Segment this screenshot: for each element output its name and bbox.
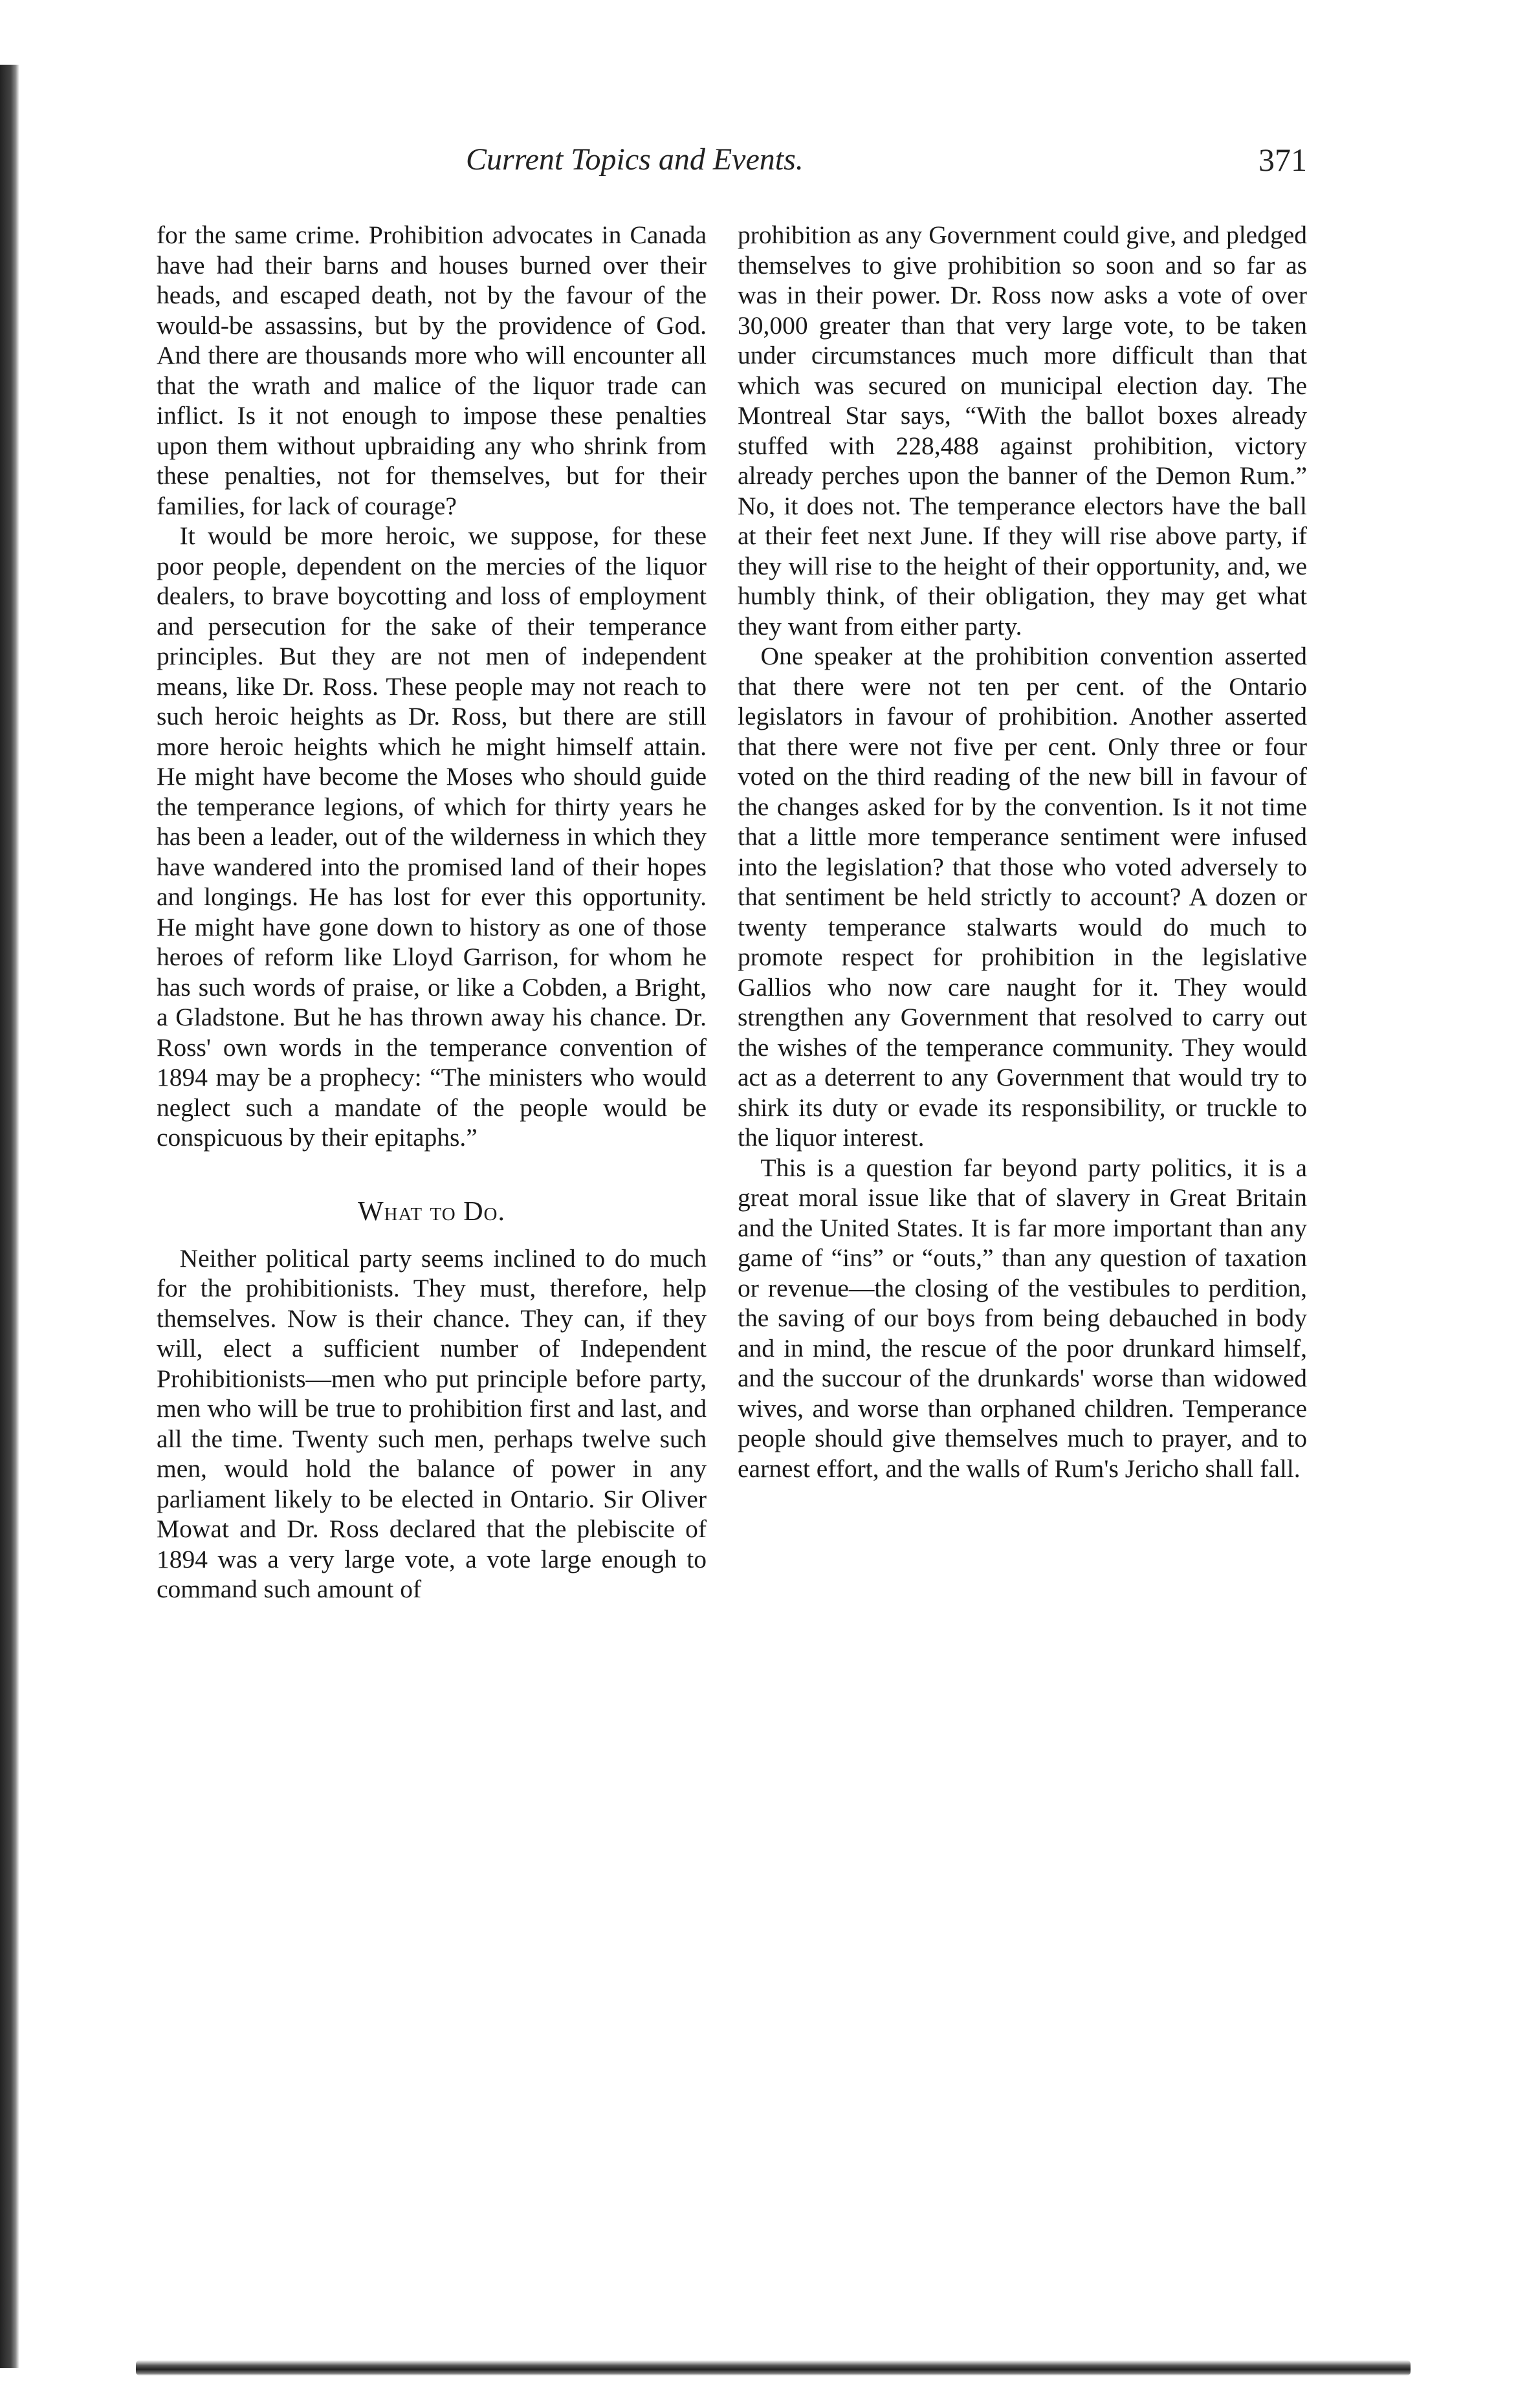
page-number: 371 — [1258, 142, 1307, 178]
section-heading: What to Do. — [358, 1196, 505, 1227]
right-column — [738, 220, 1307, 1483]
running-title: Current Topics and Events. — [466, 142, 804, 177]
left-paragraph-3: Neither political party seems inclined to do much for the prohibitionists. They must, therefore, help themselves. Now is their chance. They can, if they will, elect a sufficient number of Independent Prohibitionists—men who put principle before party, men who will be true to prohibition first and last, and all the time. Twenty such men, perhaps twelve such men, would hold the balance of power in any parliament likely to be elected in Ontario. Sir Oliver Mowat and Dr. Ross declared that the plebiscite of 1894 was a very large vote, a vote large enough to command such amount of — [157, 1243, 707, 1603]
left-paragraph-2: It would be more heroic, we suppose, for these poor people, dependent on the mercies of the liquor dealers, to brave boycotting and loss of employment and persecution for the sake of their temperance principles. But they are not men of independent means, like Dr. Ross. These people may not reach to such heroic heights as Dr. Ross, but there are still more heroic heights which he might himself attain. He might have become the Moses who should guide the temperance legions, of which for thirty years he has been a leader, out of the wilderness in which they have wandered into the promised land of their hopes and longings. He has lost for ever this opportunity. He might have gone down to history as one of those heroes of reform like Lloyd Garrison, for whom he has such words of praise, or like a Cobden, a Bright, a Gladstone. But he has thrown away his chance. Dr. Ross' own words in the temperance convention of 1894 may be a prophecy: “The ministers who would neglect such a mandate of the people would be conspicuous by their epitaphs.” — [157, 521, 707, 1152]
page-bottom-shadow — [136, 2360, 1411, 2376]
left-paragraph-1: for the same crime. Prohibition advocates in Canada have had their barns and houses burned over their heads, and escaped death, not by the favour of the would-be assassins, but by the providence of God. And there are thousands more who will encounter all that the wrath and malice of the liquor trade can inflict. Is it not enough to impose these penalties upon them without upbraiding any who shrink from these penalties, not for themselves, but for their families, for lack of courage? — [157, 221, 707, 520]
right-paragraph-1: prohibition as any Government could give, and pledged themselves to give prohibition so soon and so far as was in their power. Dr. Ross now asks a vote of over 30,000 greater than that very large vote, to be taken under circumstances much more difficult than that which was secured on municipal election day. The Montreal Star says, “With the ballot boxes already stuffed with 228,488 against prohibition, victory already perches upon the banner of the Demon Rum.” No, it does not. The temperance electors have the ball at their feet next June. If they will rise above party, if they will rise to the height of their opportunity, and, we humbly think, of their obligation, they may get what they want from either party. — [738, 221, 1307, 640]
right-paragraph-3: This is a question far beyond party politics, it is a great moral issue like that of slavery in Great Britain and the United States. It is far more important than any game of “ins” or “outs,” than any question of taxation or revenue—the closing of the vestibules to perdition, the saving of our boys from being debauched in body and in mind, the rescue of the poor drunkard himself, and the succour of the drunkards' worse than widowed wives, and worse than orphaned children. Temperance people should give themselves much to prayer, and to earnest effort, and the walls of Rum's Jericho shall fall. — [738, 1153, 1307, 1483]
right-paragraph-2: One speaker at the prohibition convention asserted that there were not ten per cent. of the Ontario legislators in favour of prohibition. Another asserted that there were not five per cent. Only three or four voted on the third reading of the new bill in favour of the changes asked for by the convention. Is it not time that a little more temperance sentiment were infused into the legislation? that those who voted adversely to that sentiment be held strictly to account? A dozen or twenty temperance stalwarts would do much to promote respect for prohibition in the legislative Gallios who now care naught for it. They would strengthen any Government that resolved to carry out the wishes of the temperance community. They would act as a deterrent to any Government that would try to shirk its duty or evade its responsibility, or truckle to the liquor interest. — [738, 642, 1307, 1152]
left-column — [157, 220, 707, 1604]
page-binding-shadow — [0, 65, 19, 2368]
